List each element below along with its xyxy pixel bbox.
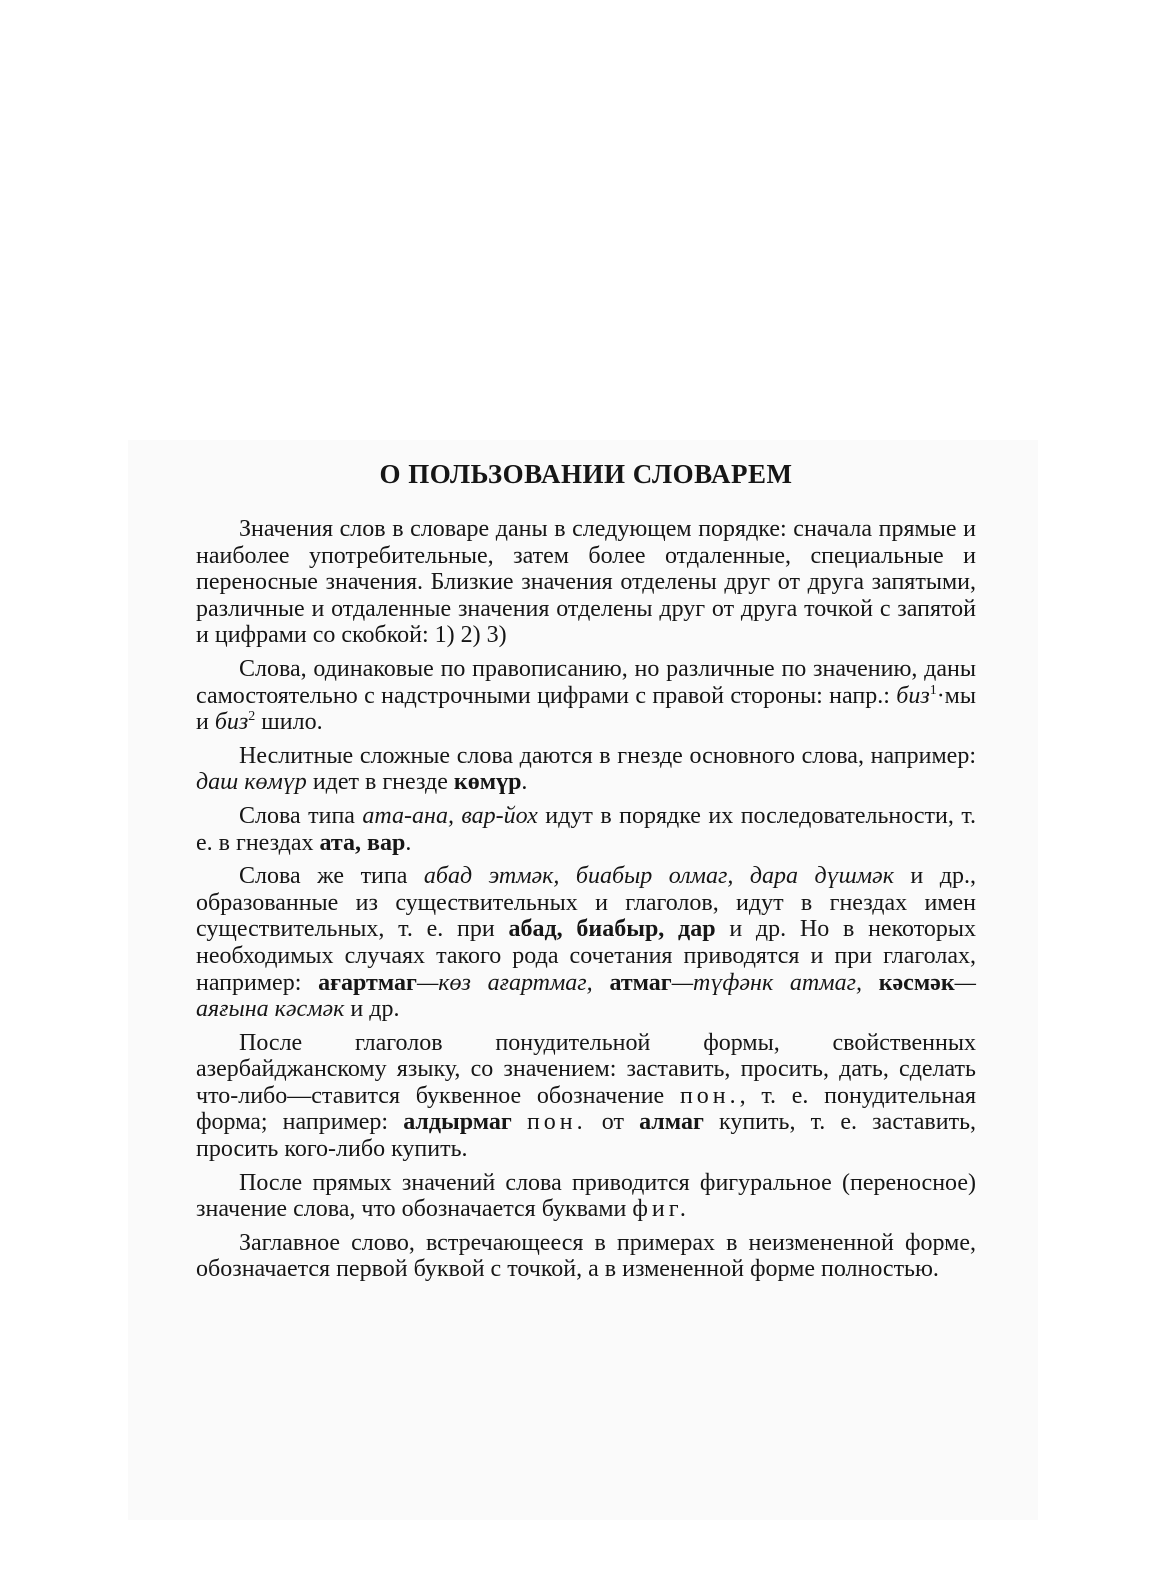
paragraph-noun-verb-combinations: Слова же типа абад этмәк, биабыр олмаг, дара дүшмәк и др., образованные из существительных и глаголов, идут в гнездах имен существительных, т. е. при абад, биабыр, дар и др. Но в некоторых необходимых случаях такого рода сочетания приводятся и при глаголах, например: ағартмаг—көз ағартмаг, атмаг—түфәнк атмаг, кәсмәк—аяғына кәсмәк и др.	[196, 863, 977, 1023]
paragraph-headword-abbreviation: Заглавное слово, встречающееся в примерах в неизмененной форме, обозначается первой буквой с точкой, а в измененной форме полностью.	[196, 1229, 976, 1283]
paragraph-figurative-meaning: После прямых значений слова приводится фигуральное (переносное) значение слова, что обозначается буквами фиг.	[196, 1169, 976, 1223]
paragraph-paired-words: Слова типа ата-ана, вар-йох идут в порядке их последовательности, т. е. в гнездах ата, вар.	[196, 802, 976, 856]
page-title: О ПОЛЬЗОВАНИИ СЛОВАРЕМ	[379, 459, 793, 489]
paragraph-homonyms: Слова, одинаковые по правописанию, но различные по значению, даны самостоятельно с надстрочными цифрами с правой стороны: напр.: биз$^1$·мы и биз$^2$ шило.	[196, 655, 976, 736]
paragraph-meaning-order: Значения слов в словаре даны в следующем порядке: сначала прямые и наиболее употребительные, затем более отдаленные, специальные и переносные значения. Близкие значения отделены друг от друга запятыми, различные и отдаленные значения отделены друг от друга точкой с запятой и цифрами со скобкой: 1) 2) 3)	[196, 516, 976, 649]
page-text	[196, 458, 976, 1290]
paragraph-compound-words: Неслитные сложные слова даются в гнезде основного слова, например: даш көмүр идет в гнезде көмүр.	[196, 742, 976, 796]
paragraph-causative-verbs: После глаголов понудительной формы, свойственных азербайджанскому языку, со значением: заставить, просить, дать, сделать что-либо—ставится буквенное обозначение пон., т. е. понудительная форма; например: алдырмаг пон. от алмаг купить, т. е. заставить, просить кого-либо купить.	[196, 1029, 977, 1163]
